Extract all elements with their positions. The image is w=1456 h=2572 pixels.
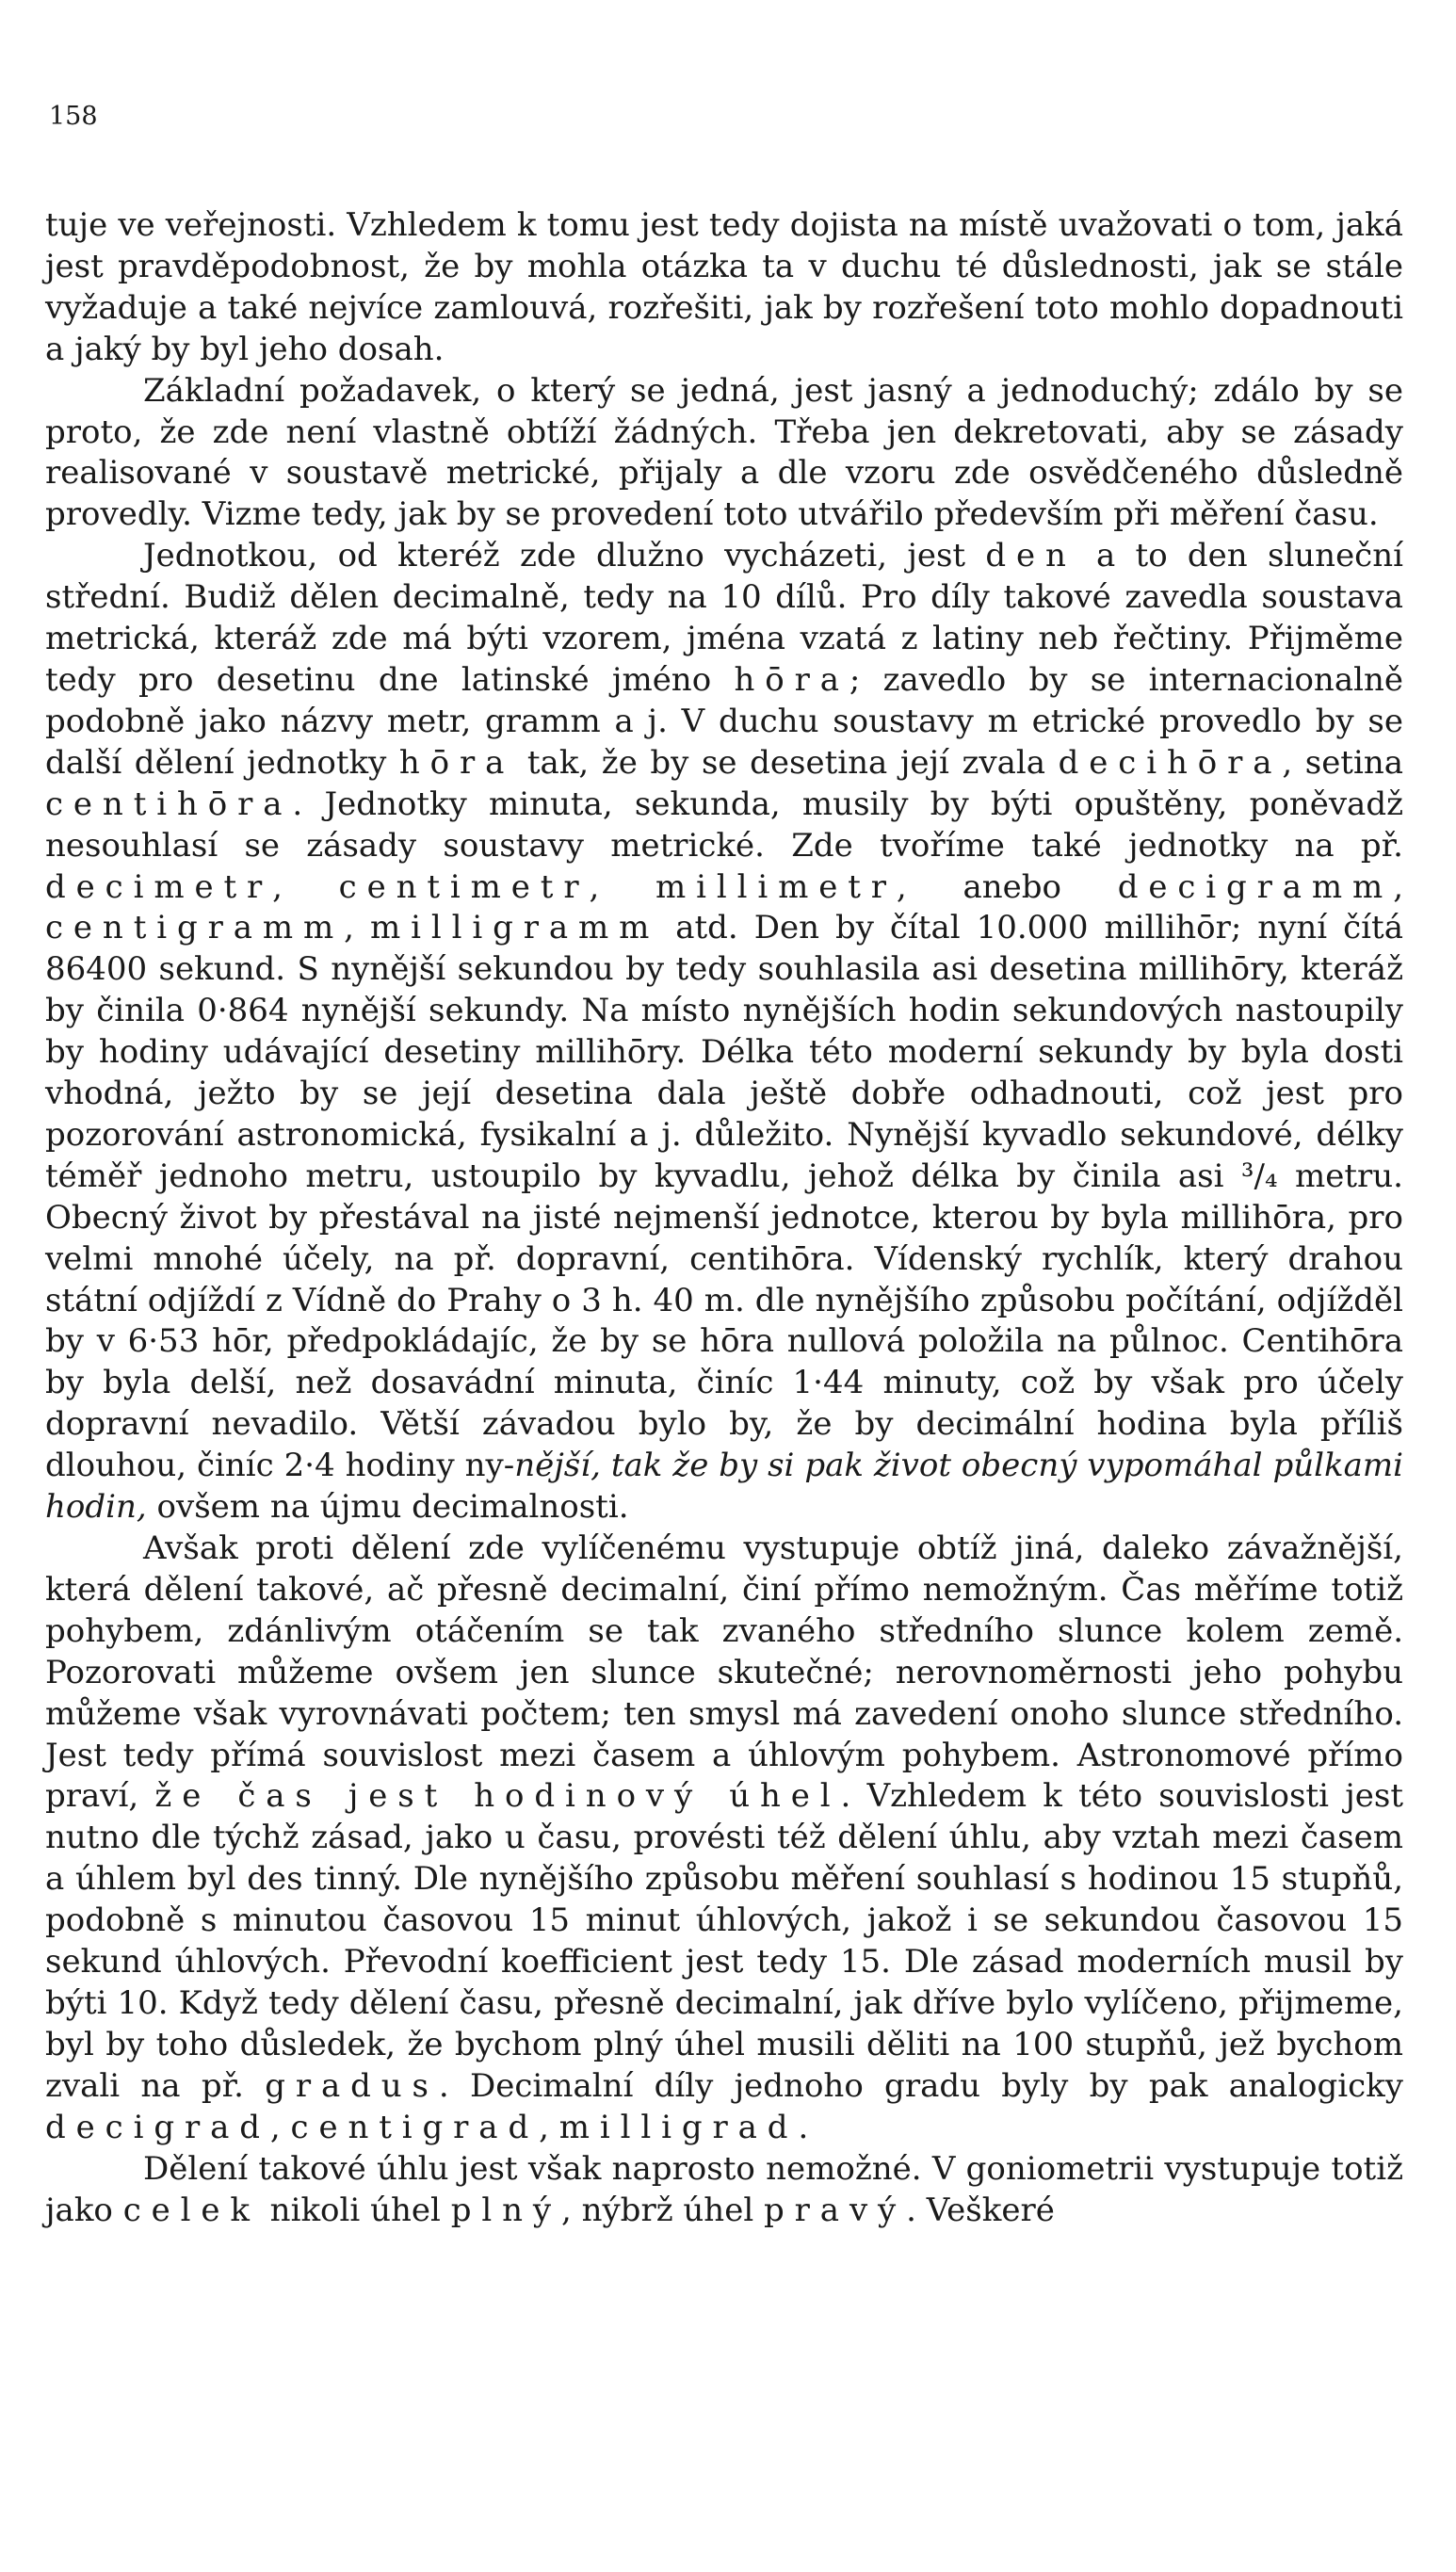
spaced-term: hōra (398, 743, 515, 782)
paragraph-p2 (45, 371, 1403, 537)
text-run: , setina (1282, 743, 1404, 782)
spaced-term: centihōra (45, 785, 293, 823)
text-run: tak, že by se desetina její zvala (514, 743, 1059, 782)
body-text (45, 205, 1403, 2231)
text-run: , (269, 2108, 291, 2146)
text-run: Jednotkou, od kteréž zde dlužno vycházeti, jest (143, 537, 986, 575)
spaced-term: decigrad (45, 2108, 270, 2146)
spaced-term: že čas jest hodinový úhel (154, 1777, 841, 1816)
text-run: ovšem na újmu decimalnosti. (146, 1488, 629, 1527)
text-run: , (344, 909, 370, 947)
paragraph-p3 (45, 536, 1403, 1529)
text-run: . Veškeré (906, 2191, 1055, 2229)
text-run: , (272, 867, 339, 906)
text-run: , anebo (896, 867, 1118, 906)
spaced-term: centigramm (45, 909, 345, 947)
text-run: a to den sluneční střední. Budiž dělen decimalně, tedy na 10 dílů. Pro díly takové zavedla soustava metrická, kteráž zde má býti vzorem, jména vzatá z latiny neb řečtiny. Přijměme tedy pro desetinu dne latinské jméno (45, 537, 1403, 699)
text-run: Základní požadavek, o který se jedná, jest jasný a jednoduchý; zdálo by se proto, že zde není vlastně obtíží žádných. Třeba jen dekretovati, aby se zásady realisované v soustavě metrické, přijaly a dle vzoru zde osvědčeného důsledně provedly. Vizme tedy, jak by se provedení toto utvářilo především při měření času. (45, 371, 1403, 534)
text-run: atd. Den by čítal 10.000 millihōr; nyní čítá 86400 sekund. S nynější sekundou by tedy souhlasila asi desetina millihōry, kteráž by činila 0·864 nynější sekundy. Na místo nynějších hodin sekundových nastoupily by hodiny udávající desetiny millihōry. Délka této moderní sekundy by byla dosti vhodná, ježto by se její desetina dala ještě dobře odhadnouti, což jest pro pozorování astronomická, fysikalní a j. důležito. Nynější kyvadlo sekundové, délky téměř jednoho metru, ustoupilo by kyvadlu, jehož délka by činila asi ³/₄ metru. Obecný život by přestával na jisté nejmenší jednotce, kterou by byla millihōra, pro velmi mnohé účely, na př. dopravní, centihōra. Vídenský rychlík, který drahou státní odjíždí z Vídně do Prahy o 3 h. 40 m. dle nynějšího způsobu počítání, odjížděl by v 6·53 hōr, předpokládajíc, že by se hōra nullová položila na půlnoc. Centihōra by byla delší, než dosavádní minuta, činíc 1·44 minuty, což by však pro účely dopravní nevadilo. Větší závadou bylo by, že by decimální hodina byla příliš dlouhou, činíc 2·4 hodiny ny- (45, 909, 1403, 1485)
spaced-term: decimetr (45, 867, 273, 906)
text-run: Dělení takové úhlu jest však naprosto nemožné. V goniometrii vystupuje totiž jako (45, 2149, 1403, 2229)
text-run: . Jednotky minuta, sekunda, musily by býti opuštěny, poněvadž nesouhlasí se zásady soustavy metrické. Zde tvoříme také jednotky na př. (45, 785, 1403, 865)
paragraph-p5 (45, 2149, 1403, 2232)
text-run: , nýbrž úhel (560, 2191, 765, 2229)
paragraph-p4 (45, 1529, 1403, 2149)
spaced-term: hōra (734, 660, 849, 699)
text-run: nikoli úhel (259, 2191, 451, 2229)
spaced-term: celek (122, 2191, 260, 2229)
spaced-term: milligramm (369, 909, 660, 947)
text-run: ; zavedlo by se internacionalně podobně jako názvy metr, gramm a j. V duchu soustavy m etrické provedlo by se další dělení jednotky (45, 660, 1403, 782)
text-run: , (1393, 867, 1403, 906)
page-number: 158 (49, 102, 98, 131)
text-run: . Vzhledem k této souvislosti jest nutno dle týchž zásad, jako u času, provésti též dělení úhlu, aby vztah mezi časem a úhlem byl des tinný. Dle nynějšího způsobu měření souhlasí s hodinou 15 stupňů, podobně s minutou časovou 15 minut úhlových, jakož i se sekundou časovou 15 sekund úhlových. Převodní koefficient jest tedy 15. Dle zásad moderních musil by býti 10. Když tedy dělení času, přesně decimalní, jak dříve bylo vylíčeno, přijmeme, byl by toho důsledek, že bychom plný úhel musili děliti na 100 stupňů, jež bychom zvali na př. (45, 1777, 1403, 2105)
spaced-term: decigramm (1117, 867, 1394, 906)
text-run: , (589, 867, 655, 906)
spaced-term: plný (450, 2191, 561, 2229)
spaced-term: den (985, 537, 1076, 575)
text-run: tuje ve veřejnosti. Vzhledem k tomu jest tedy dojista na místě uvažovati o tom, jaká jest pravděpodobnost, že by mohla otázka ta v duchu té důslednosti, jak se stále vyžaduje a také nejvíce zamlouvá, rozřešiti, jak by rozřešení toto mohlo dopadnouti a jaký by byl jeho dosah. (45, 206, 1403, 368)
italic-text: nější, tak že by si pak život obecný vypomáhal půlkami hodin, (45, 1447, 1403, 1527)
text-run: Avšak proti dělení zde vylíčenému vystupuje obtíž jiná, daleko závažnější, která dělení takové, ač přesně decimalní, činí přímo nemožným. Čas měříme totiž pohybem, zdánlivým otáčením se tak zvaného středního slunce kolem země. Pozorovati můžeme ovšem jen slunce skutečné; nerovnoměrnosti jeho pohybu můžeme však vyrovnávati počtem; ten smysl má zavedení onoho slunce středního. Jest tedy přímá souvislost mezi časem a úhlovým pohybem. Astronomové přímo praví, (45, 1529, 1403, 1816)
spaced-term: centimetr (338, 867, 590, 906)
spaced-term: centigrad (290, 2108, 540, 2146)
text-run: . (798, 2108, 809, 2146)
spaced-term: pravý (764, 2191, 907, 2229)
spaced-term: gradus (265, 2066, 439, 2105)
text-run: . Decimalní díly jednoho gradu byly by pak analogicky (438, 2066, 1403, 2105)
spaced-term: decihōra (1058, 743, 1283, 782)
spaced-term: millimetr (655, 867, 897, 906)
spaced-term: milligrad (558, 2108, 799, 2146)
paragraph-p1 (45, 205, 1403, 371)
text-run: , (539, 2108, 559, 2146)
